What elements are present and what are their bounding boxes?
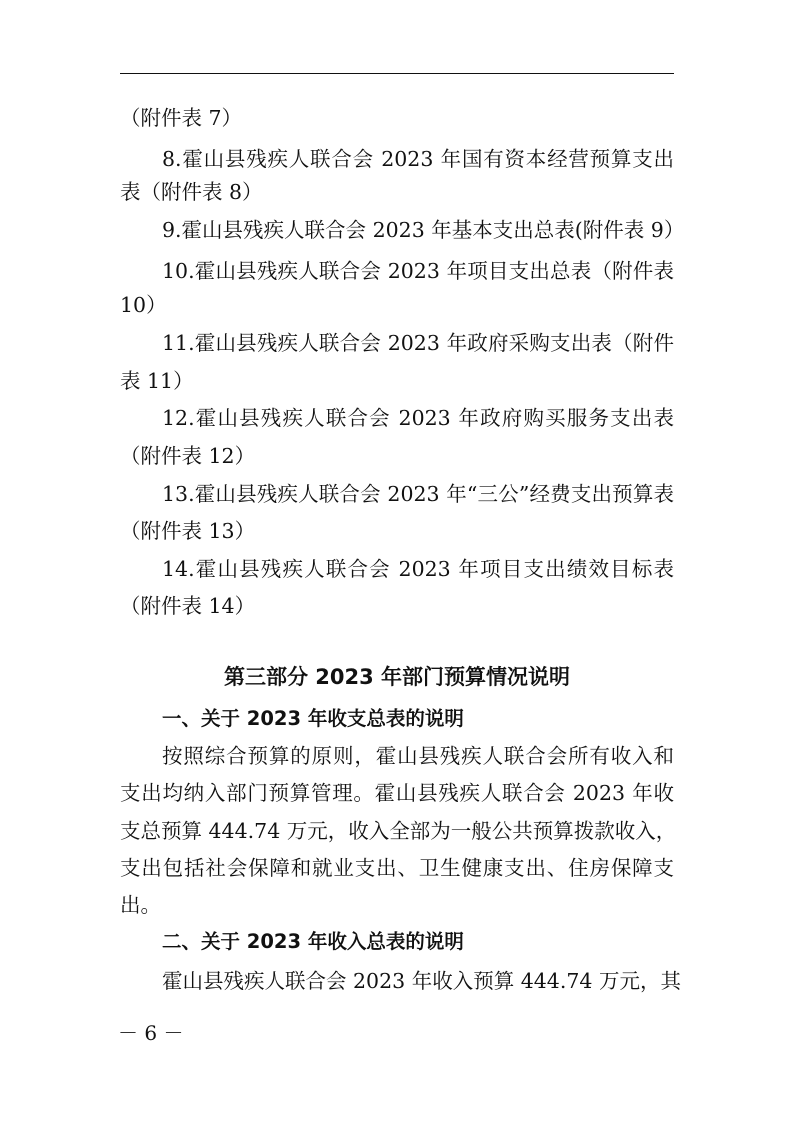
paragraph-1-line-2: 支出均纳入部门预算管理。霍山县残疾人联合会 2023 年收: [120, 781, 674, 805]
paragraph-2-line-1: 霍山县残疾人联合会 2023 年收入预算 444.74 万元，其: [162, 969, 681, 993]
list-item-10-continuation: 10）: [120, 293, 167, 317]
paragraph-1-line-3: 支总预算 444.74 万元，收入全部为一般公共预算拨款收入，: [120, 819, 677, 843]
list-item-14-continuation: （附件表 14）: [120, 594, 256, 618]
paragraph-1-line-4: 支出包括社会保障和就业支出、卫生健康支出、住房保障支: [120, 856, 674, 880]
page-number: － 6 －: [118, 1021, 184, 1045]
list-item-13-continuation: （附件表 13）: [120, 519, 256, 543]
list-item-14: 14.霍山县残疾人联合会 2023 年项目支出绩效目标表: [162, 557, 674, 581]
list-item-8-continuation: 表（附件表 8）: [120, 180, 263, 204]
list-item-9: 9.霍山县残疾人联合会 2023 年基本支出总表(附件表 9）: [162, 218, 685, 242]
subsection-2-title: 二、关于 2023 年收入总表的说明: [162, 930, 464, 953]
list-item-10: 10.霍山县残疾人联合会 2023 年项目支出总表（附件表: [162, 259, 674, 283]
paragraph-1-line-5: 出。: [120, 893, 161, 917]
list-item-11: 11.霍山县残疾人联合会 2023 年政府采购支出表（附件: [162, 331, 674, 355]
header-rule: [120, 73, 674, 74]
subsection-1-title: 一、关于 2023 年收支总表的说明: [162, 707, 464, 730]
list-item-12-continuation: （附件表 12）: [120, 444, 256, 468]
list-item-8: 8.霍山县残疾人联合会 2023 年国有资本经营预算支出: [162, 147, 674, 171]
section-title: 第三部分 2023 年部门预算情况说明: [223, 665, 571, 689]
list-item-13: 13.霍山县残疾人联合会 2023 年“三公”经费支出预算表: [162, 482, 674, 506]
paragraph-1-line-1: 按照综合预算的原则，霍山县残疾人联合会所有收入和: [162, 744, 674, 768]
list-item-11-continuation: 表 11）: [120, 369, 194, 393]
list-item-12: 12.霍山县残疾人联合会 2023 年政府购买服务支出表: [162, 406, 674, 430]
list-item-7-continuation: （附件表 7）: [120, 106, 243, 130]
